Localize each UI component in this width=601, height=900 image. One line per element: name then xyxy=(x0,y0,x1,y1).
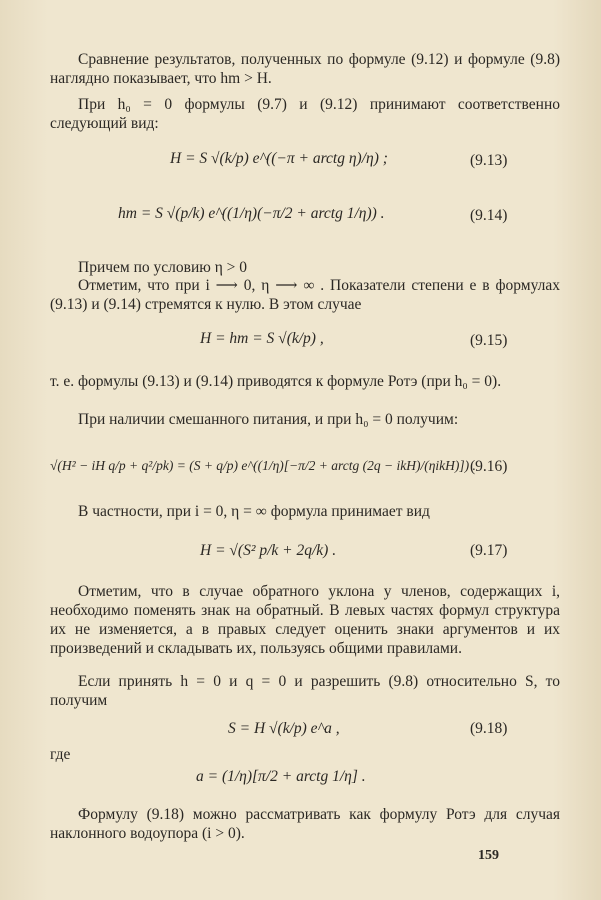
paragraph-reverse-slope: Отметим, что в случае обратного уклона у членов, содержащих i, необходимо поменять знак на обратный. В левых частях формул структура их не изменяется, а в правых следует оценить знаки аргументов и их произведений и складывать их, пользуясь общими правилами. xyxy=(50,583,560,657)
equation-9-14: hm = S √(p/k) e^((1/η)(−π/2 + arctg 1/η)) . xyxy=(118,205,385,222)
paragraph-mixed-supply: При наличии смешанного питания, и при h₀ = 0 получим: xyxy=(78,411,459,428)
equation-number-9-13: (9.13) xyxy=(470,152,508,169)
equation-number-9-17: (9.17) xyxy=(470,542,508,559)
paragraph-conclusion: Формулу (9.18) можно рассматривать как формулу Ротэ для случая наклонного водоупора (i > 0). xyxy=(50,806,560,842)
equation-number-9-18: (9.18) xyxy=(470,720,508,737)
equation-number-9-14: (9.14) xyxy=(470,207,508,224)
equation-a-definition: a = (1/η)[π/2 + arctg 1/η] . xyxy=(196,768,366,785)
equation-number-9-15: (9.15) xyxy=(470,332,508,349)
equation-number-9-16: (9.16) xyxy=(470,458,508,475)
page-number: 159 xyxy=(478,848,499,863)
paragraph-exponents: Отметим, что при i ⟶ 0, η ⟶ ∞ . Показатели степени e в формулах (9.13) и (9.14) стремятся к нулю. В этом случае xyxy=(50,277,560,313)
paragraph-special-case: В частности, при i = 0, η = ∞ формула принимает вид xyxy=(78,503,430,520)
paragraph-rote-formula: т. е. формулы (9.13) и (9.14) приводятся к формуле Ротэ (при h₀ = 0). xyxy=(50,373,502,390)
paragraph-comparison: Сравнение результатов, полученных по формуле (9.12) и формуле (9.8) наглядно показывает, что hm > H. xyxy=(50,51,560,87)
equation-9-13: H = S √(k/p) e^((−π + arctg η)/η) ; xyxy=(170,150,388,167)
label-where: где xyxy=(50,746,71,763)
equation-9-17: H = √(S² p/k + 2q/k) . xyxy=(200,542,337,559)
paragraph-condition: Причем по условию η > 0 xyxy=(78,259,248,276)
equation-9-15: H = hm = S √(k/p) , xyxy=(200,330,324,347)
equation-9-16: √(H² − iH q/p + q²/pk) = (S + q/p) e^((1/η)[−π/2 + arctg (2q − ikH)/(ηikH)]) . xyxy=(50,458,476,473)
paragraph-h0-zero: При h₀ = 0 формулы (9.7) и (9.12) принимают соответственно следующий вид: xyxy=(50,96,560,132)
paragraph-solve-for-s: Если принять h = 0 и q = 0 и разрешить (9.8) относительно S, то получим xyxy=(50,673,560,709)
equation-9-18: S = H √(k/p) e^a , xyxy=(228,720,340,737)
